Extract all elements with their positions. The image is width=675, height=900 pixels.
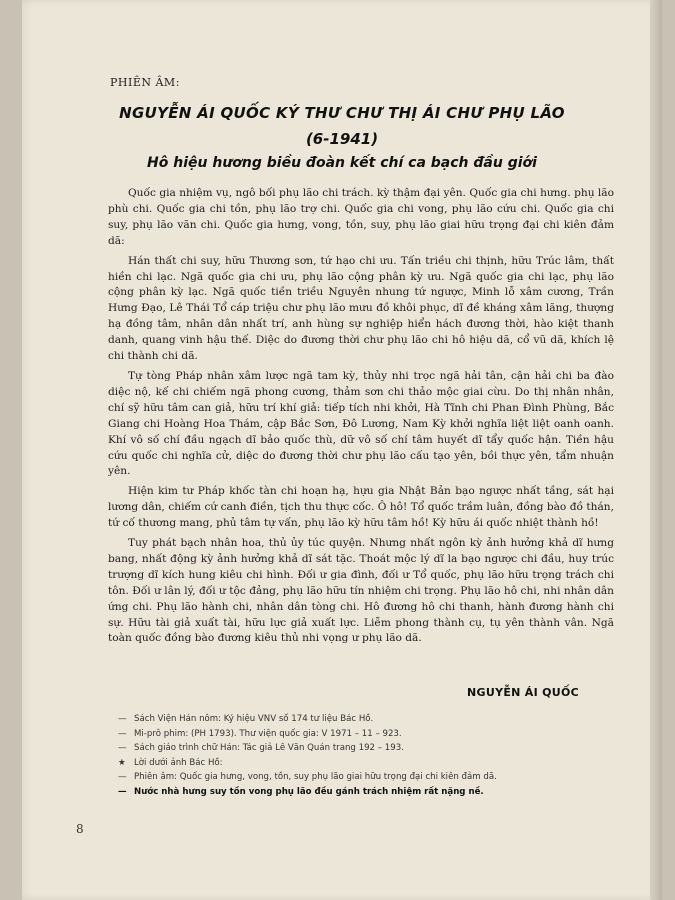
page-number: 8: [76, 822, 84, 836]
note-text: Nước nhà hưng suy tồn vong phụ lão đều gánh trách nhiệm rất nặng nề.: [134, 786, 484, 797]
paragraph: Hán thất chi suy, hữu Thương sơn, tứ hạo chi ưu. Tấn triều chi thịnh, hữu Trúc lâm, thất hiền chi lạc. Ngã quốc gia chi ưu, phụ lão cộng phân kỳ ưu. Ngã quốc gia chi lạc, phụ lão cộng phân kỳ lạc. Ngã quốc tiền triều Nguyên nhung tứ ngược, Minh lỗ xâm cương, Trần Hưng Đạo, Lê Thái Tổ cáp triệu chư phụ lão mưu đồ khôi phục, dĩ đề kháng xâm lăng, thượng hạ đồng tâm, nhân dân nhất trí, anh hùng sự nghiệp hiển hách đương thời, hào kiệt thanh danh, quang vinh hậu thế. Diệc do đương thời chư phụ lão chi hô hiệu dã, cổ vũ dã, khích lệ chi thành chi dã.: [108, 254, 614, 363]
note-item: [118, 712, 608, 727]
document-date: (6-1941): [305, 130, 379, 148]
document-subtitle: Hô hiệu hương biều đoàn kết chí ca bạch đầu giới: [147, 155, 537, 171]
note-text: Lời dưới ảnh Bác Hồ:: [134, 757, 223, 768]
paragraph: Hiện kim tư Pháp khốc tàn chi hoạn hạ, hựu gia Nhật Bản bạo ngược nhất tầng, sát hại lương dân, chiếm cứ canh điền, tịch thu thực cốc. Ô hô! Tổ quốc trầm luân, đồng bào đồ thán, tứ cố thương mang, phủ tâm tự vấn, phụ lão kỳ hữu tâm hồ! Kỳ hữu ái quốc nhiệt thành hồ!: [108, 485, 614, 530]
signature: NGUYỄN ÁI QUỐC: [467, 686, 580, 699]
note-item: [118, 770, 608, 785]
note-item: [118, 741, 608, 756]
paragraph: Tuy phát bạch nhân hoa, thủ ủy túc quyện. Nhưng nhất ngôn kỳ ảnh hưởng khả dĩ hưng bang, nhất động kỳ ảnh hưởng khả dĩ sát tặc. Thoát mộc lý dĩ la bạo ngược chi đầu, huy trúc trượng dĩ kích hung kiêu chi hình. Đối ư gia đình, đối ư Tổ quốc, phụ lão hữu trọng trách chi tôn. Đối ư lân lý, đối ư tộc đảng, phụ lão hữu tín nhiệm chi trọng. Phụ lão hô chi, nhi nhân dân ứng chi. Phụ lão hành chi, nhân dân tòng chi. Hô đương hô chi thanh, hành đương hành chi sự. Hữu tài giả xuất tài, hữu lực giả xuất lực. Liễm phong thành cụ, tụ yên thành vân. Ngã toàn quốc đồng bào đương kiêu thủ nhi vọng ư phụ lão dã.: [108, 537, 614, 645]
note-mark: —: [118, 786, 127, 797]
source-notes: [118, 712, 608, 799]
note-mark: —: [118, 714, 127, 724]
paragraph: Tự tòng Pháp nhân xâm lược ngã tam kỳ, thủy nhi trọc ngã hải tân, cận hải chi ba đào diệc nộ, kế chi chiếm ngã phong cương, thảm sơn chi thảo mộc giai cừu. Do thị nhân nhân, chí sỹ hữu tâm can giả, hữu trí khí giả: tiếp tích nhi khởi, Hà Tĩnh chi Phan Đình Phùng, Bắc Giang chi Hoàng Hoa Thám, cập Bắc Sơn, Đô Lương, Nam Kỳ khởi nghĩa liệt liệt oanh oanh. Khí vô số chí đầu ngạch dĩ bảo quốc thù, dữ vô số chí tâm huyết dĩ tẩy quốc hận. Tiền hậu cứu quốc chi nghĩa cử, diệc do đương thời chư phụ lão cấu tạo yên, bồi thực yên, tẩm nhuận yên.: [108, 369, 614, 478]
document-title: NGUYỄN ÁI QUỐC KÝ THƯ CHƯ THỊ ÁI CHƯ PHỤ LÃO: [119, 104, 565, 122]
note-item: [118, 727, 608, 742]
note-text: Sách Viện Hán nôm: Ký hiệu VNV số 174 tư liệu Bác Hồ.: [134, 714, 374, 724]
note-item: [118, 756, 608, 771]
paragraph: Quốc gia nhiệm vụ, ngô bối phụ lão chi trách. kỳ thậm đại yên. Quốc gia chi hưng. phụ lão phù chi. Quốc gia chi tồn, phụ lão trợ chi. Quốc gia chi vong, phụ lão cứu chi. Quốc gia chi suy, phụ lão vãn chi. Quốc gia hưng, vong, tồn, suy, phụ lão giai hữu trọng đại chi kiên đảm dã:: [108, 187, 614, 247]
book-page: [22, 0, 662, 900]
note-mark: —: [118, 743, 127, 753]
section-label: PHIÊN ÂM:: [110, 76, 180, 89]
note-text: Phiên âm: Quốc gia hưng, vong, tồn, suy phụ lão giai hữu trọng đại chi kiên đảm dã.: [134, 772, 497, 782]
note-mark: —: [118, 728, 127, 739]
note-text: Sách giáo trình chữ Hán: Tác giả Lê Văn Quán trang 192 – 193.: [134, 743, 404, 753]
star-icon: ★: [118, 757, 126, 768]
note-mark: —: [118, 772, 127, 782]
note-text: Mi-prô phim: (PH 1793). Thư viện quốc gia: V 1971 – 11 – 923.: [134, 728, 402, 739]
letter-body: [108, 186, 614, 651]
note-item: [118, 785, 608, 800]
